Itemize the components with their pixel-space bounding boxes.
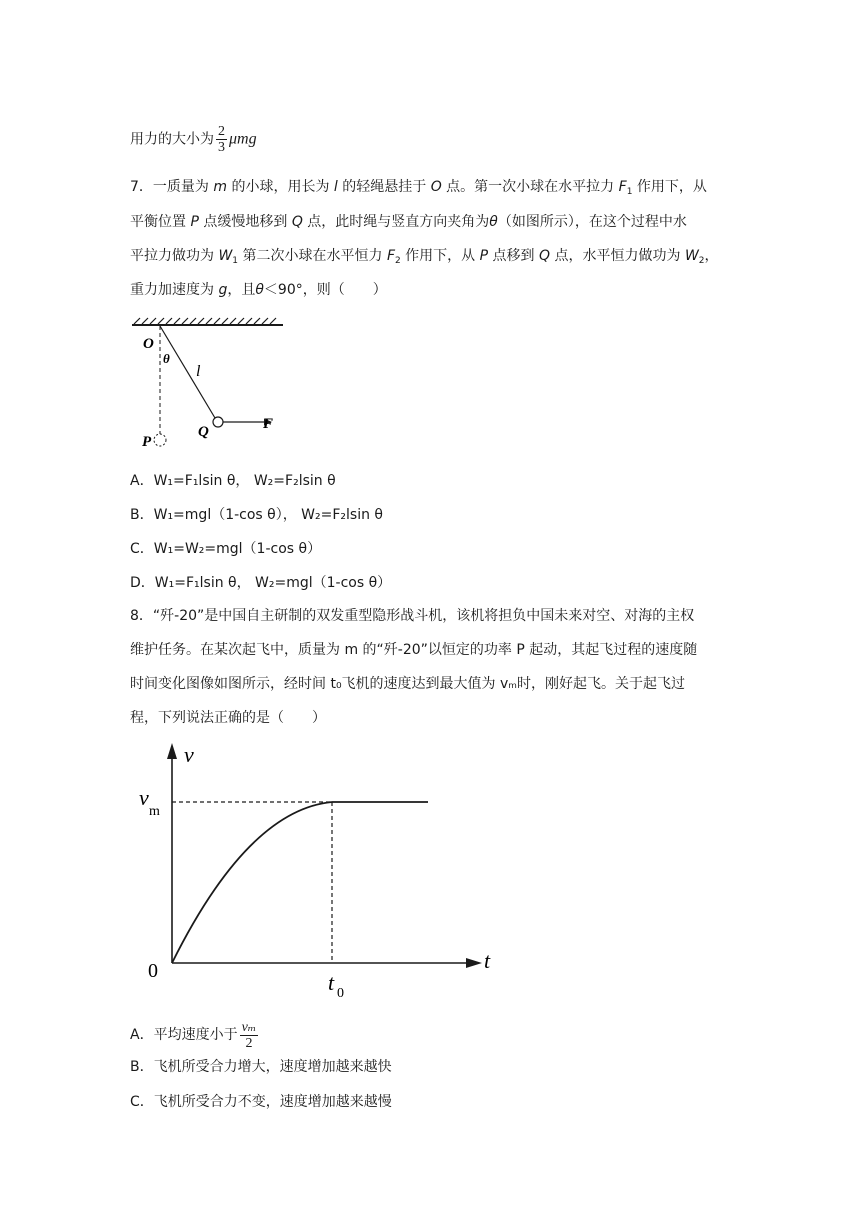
- axis-label-v: v: [184, 742, 194, 767]
- var-P: P: [190, 214, 199, 230]
- option-text: A．平均速度小于: [130, 1027, 238, 1043]
- q7-line1: [130, 177, 707, 202]
- q8-line1: [130, 606, 694, 626]
- var-Q: Q: [539, 248, 551, 264]
- q8-line2: [130, 640, 697, 660]
- sub: 2: [698, 256, 705, 266]
- frac-den: 3: [218, 140, 225, 155]
- y-axis-arrow: [167, 743, 177, 759]
- label-Q: Q: [198, 424, 209, 440]
- q8-text: 维护任务。在某次起飞中，质量为 m 的“歼-20”以恒定的功率 P 起动，其起飞过程的速度随: [130, 642, 698, 658]
- label-t0: t: [328, 970, 335, 995]
- text: 平拉力做功为: [130, 248, 219, 264]
- q7-line4: [130, 280, 387, 300]
- q8-option-b[interactable]: [130, 1057, 392, 1077]
- q8-option-c[interactable]: [130, 1092, 392, 1112]
- option-text: B．W₁=mgl（1-cos θ）， W₂=F₂lsin θ: [130, 507, 383, 523]
- q7-option-b[interactable]: [130, 505, 383, 525]
- sub: 1: [626, 187, 633, 197]
- var-Q: Q: [291, 214, 303, 230]
- label-vm: v: [139, 785, 149, 810]
- top-fragment: [130, 124, 257, 155]
- option-text: C．W₁=W₂=mgl（1-cos θ）: [130, 541, 322, 557]
- q8-text: 8．“歼-20”是中国自主研制的双发重型隐形战斗机，该机将担负中国未来对空、对海的主权: [130, 608, 695, 624]
- text: 点移到: [488, 248, 539, 264]
- option-text: C．飞机所受合力不变，速度增加越来越慢: [130, 1094, 392, 1110]
- mu-mg: μmg: [229, 130, 257, 148]
- var-F: F: [618, 179, 627, 195]
- ball-p: [154, 434, 166, 446]
- label-t0-sub: 0: [337, 986, 344, 1001]
- text: ＜90°，则（ ）: [263, 282, 387, 298]
- ceiling-hatch: [134, 318, 276, 324]
- axis-label-t: t: [484, 948, 491, 973]
- q8-option-a[interactable]: [130, 1018, 260, 1052]
- x-axis-arrow: [466, 958, 482, 968]
- label-theta: θ: [163, 351, 170, 366]
- label-F: F: [263, 416, 274, 432]
- q7-line2: [130, 212, 687, 232]
- var-W: W: [684, 248, 699, 264]
- var-g: g: [218, 282, 228, 298]
- label-O: O: [143, 336, 154, 352]
- text: 的小球，用长为: [227, 179, 334, 195]
- var-O: O: [430, 179, 442, 195]
- velocity-curve: [172, 802, 332, 963]
- label-origin: 0: [148, 960, 158, 982]
- top-text: 用力的大小为: [130, 131, 214, 148]
- text: 7．一质量为: [130, 179, 214, 195]
- q8-line3: [130, 674, 685, 694]
- text: 点，此时绳与竖直方向夹角为: [302, 214, 490, 230]
- option-text: B．飞机所受合力增大，速度增加越来越快: [130, 1059, 392, 1075]
- text: 点缓慢地移到: [198, 214, 292, 230]
- var-theta: θ: [255, 282, 264, 298]
- velocity-time-graph: [130, 735, 510, 1005]
- frac-num: vₘ: [241, 1019, 257, 1035]
- label-P: P: [142, 434, 152, 450]
- text: 重力加速度为: [130, 282, 219, 298]
- var-m: m: [213, 179, 227, 195]
- text: 点，水平恒力做功为: [550, 248, 685, 264]
- text: 第二次小球在水平恒力: [238, 248, 387, 264]
- text: 点。第一次小球在水平拉力: [441, 179, 619, 195]
- frac-den: 2: [245, 1035, 253, 1051]
- ball-q: [213, 417, 223, 427]
- var-P: P: [479, 248, 489, 264]
- q8-text: 时间变化图像如图所示，经时间 t₀飞机的速度达到最大值为 vₘ时，刚好起飞。关于起飞过: [130, 676, 686, 692]
- var-theta: θ: [489, 214, 498, 230]
- var-W: W: [218, 248, 233, 264]
- q7-option-d[interactable]: [130, 573, 391, 593]
- text: ，: [704, 248, 719, 264]
- frac-num: 2: [218, 124, 225, 139]
- option-text: A．W₁=F₁lsin θ， W₂=F₂lsin θ: [130, 473, 336, 489]
- text: 的轻绳悬挂于: [337, 179, 431, 195]
- label-l: l: [196, 363, 201, 380]
- var-l: l: [333, 179, 338, 195]
- rope: [160, 326, 215, 418]
- fraction-2-3: [216, 124, 227, 155]
- fraction-vm-2: [240, 1020, 259, 1051]
- q8-text: 程，下列说法正确的是（ ）: [130, 710, 326, 726]
- var-F: F: [386, 248, 395, 264]
- q7-line3: [130, 246, 719, 271]
- sub: 1: [232, 256, 239, 266]
- option-text: D．W₁=F₁lsin θ， W₂=mgl（1-cos θ）: [130, 575, 392, 591]
- q8-line4: [130, 708, 326, 728]
- pendulum-diagram: [128, 314, 298, 454]
- text: 作用下，从: [400, 248, 480, 264]
- sub: 2: [395, 256, 401, 266]
- text: 作用下，从: [632, 179, 707, 195]
- q7-option-a[interactable]: [130, 471, 336, 491]
- text: 平衡位置: [130, 214, 191, 230]
- q7-option-c[interactable]: [130, 539, 321, 559]
- text: （如图所示），在这个过程中水: [497, 214, 687, 230]
- text: ，且: [227, 282, 256, 298]
- label-vm-sub: m: [149, 804, 160, 819]
